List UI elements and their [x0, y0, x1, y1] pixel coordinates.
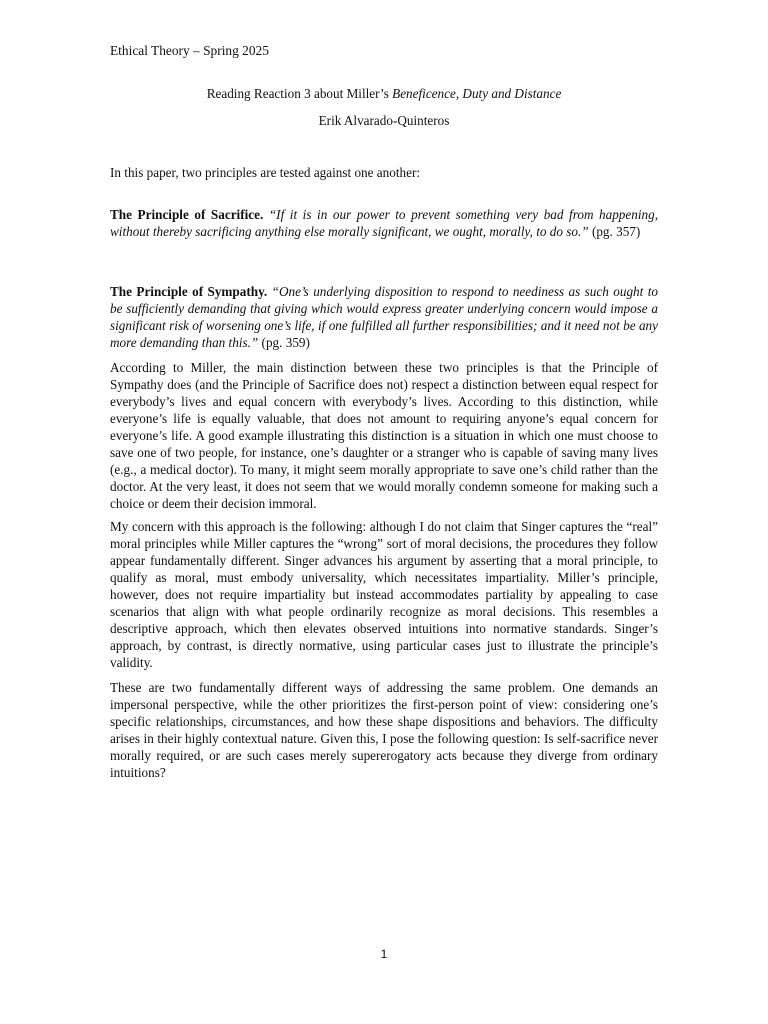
paper-title-work: Beneficence, Duty and Distance	[392, 86, 562, 101]
intro-paragraph	[110, 164, 658, 181]
principle-sympathy	[110, 283, 658, 351]
course-header: Ethical Theory – Spring 2025	[110, 43, 269, 58]
intro-text: In this paper, two principles are tested against one another:	[110, 165, 421, 180]
principle-sympathy-label: The Principle of Sympathy.	[110, 284, 268, 299]
body-paragraph-2-text: My concern with this approach is the following: although I do not claim that Singer captures the “real” moral principles while Miller captures the “wrong” sort of moral decisions, the procedures they follow appear fundamentally different. Singer advances his argument by asserting that a moral principle, to qualify as moral, must embody universality, which necessitates impartiality. Miller’s principle, however, does not require impartiality but instead accommodates partiality by appealing to case scenarios that align with what people ordinarily recognize as moral decisions. This resembles a descriptive approach, which then elevates observed intuitions into normative standards. Singer’s approach, by contrast, is directly normative, using particular cases just to illustrate the principle’s validity.	[110, 519, 658, 670]
body-paragraph-3-text: These are two fundamentally different ways of addressing the same problem. One demands an impersonal perspective, while the other prioritizes the first-person point of view: considering one’s specific relationships, circumstances, and how these shape dispositions and behaviors. The difficulty arises in their highly contextual nature. Given this, I pose the following question: Is self-sacrifice never morally required, or are such cases merely supererogatory acts because they diverge from ordinary intuitions?	[110, 680, 658, 780]
body-paragraph-3	[110, 679, 658, 781]
author-name: Erik Alvarado-Quinteros	[318, 113, 450, 128]
body-paragraph-1-text: According to Miller, the main distinction between these two principles is that the Principle of Sympathy does (and the Principle of Sacrifice does not) respect a distinction between equal respect for everybody’s lives and equal concern with everybody’s lives. According to this distinction, while everyone’s life is equally valuable, that does not amount to requiring anyone’s equal concern for everyone’s life. A good example illustrating this distinction is a situation in which one must choose to save one of two people, for instance, one’s daughter or a stranger who is capable of saving many lives (e.g., a medical doctor). To many, it might seem morally appropriate to save one’s child rather than the doctor. At the very least, it does not seem that we would morally condemn someone for making such a choice or deem their decision immoral.	[110, 360, 658, 511]
principle-sympathy-text	[110, 283, 658, 351]
principle-sacrifice	[110, 206, 658, 240]
paper-title-prefix: Reading Reaction 3 about Miller’s	[206, 86, 393, 101]
principle-sympathy-citation: (pg. 359)	[261, 335, 310, 350]
paper-title	[0, 85, 768, 102]
principle-sacrifice-quote: “If it is in our power to prevent something very bad from happening, without thereby sacrificing anything else morally significant, we ought, morally, to do so.”	[110, 207, 658, 239]
body-paragraph-1	[110, 359, 658, 512]
principle-sacrifice-citation: (pg. 357)	[591, 224, 641, 239]
page-number: 1	[380, 947, 388, 961]
principle-sacrifice-text	[110, 206, 658, 240]
principle-sympathy-quote: “One’s underlying disposition to respond to neediness as such ought to be sufficiently demanding that giving which would express greater underlying concern would impose a significant risk of worsening one’s life, if one fulfilled all further responsibilities; and it need not be any more demanding than this.”	[110, 284, 658, 350]
principle-sacrifice-label: The Principle of Sacrifice.	[110, 207, 264, 222]
body-paragraph-2	[110, 518, 658, 671]
